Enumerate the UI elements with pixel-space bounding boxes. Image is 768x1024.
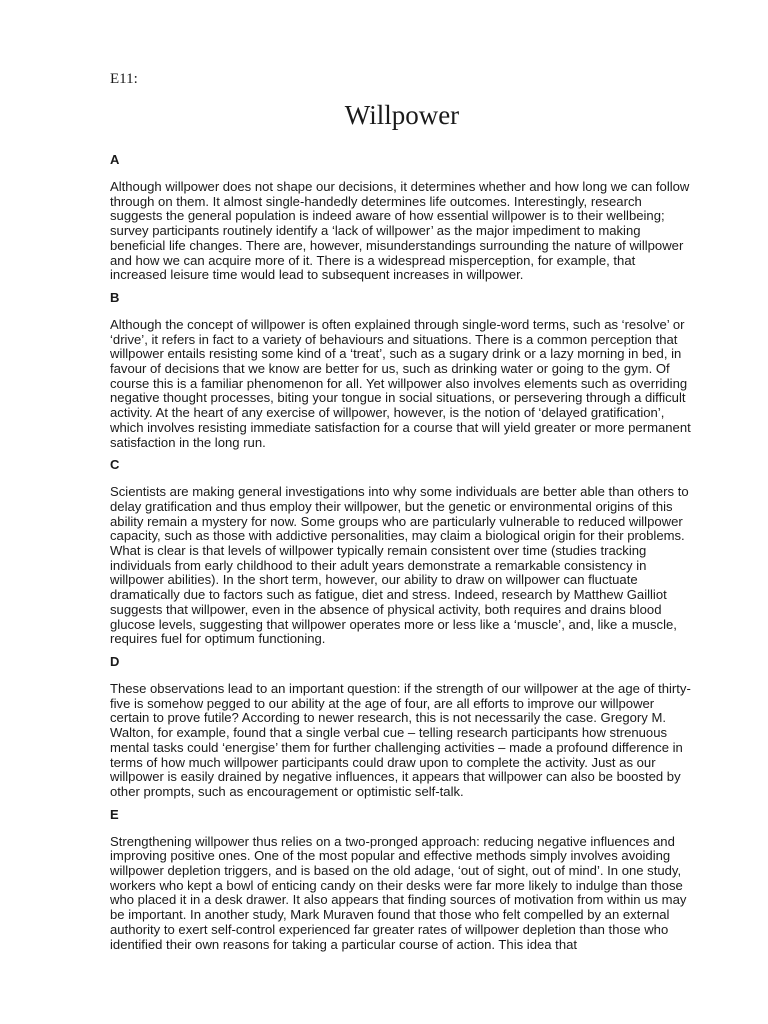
section-paragraph: These observations lead to an important question: if the strength of our willpower at the age of thirty-five is somehow pegged to our ability at the age of four, are all efforts to improve our willpower certain to prove futile? According to newer research, this is not necessarily the case. Gregory M. Walton, for example, found that a single verbal cue – telling research participants how strenuous mental tasks could ‘energise’ them for further challenging activities – made a profound difference in terms of how much willpower participants could draw upon to complete the activity. Just as our willpower is easily drained by negative influences, it appears that willpower can also be boosted by other prompts, such as encouragement or optimistic self-talk. xyxy=(110,680,691,799)
section-paragraph: Strengthening willpower thus relies on a two-pronged approach: reducing negative influences and improving positive ones. One of the most popular and effective methods simply involves avoiding willpower depletion triggers, and is based on the old adage, ‘out of sight, out of mind’. In one study, workers who kept a bowl of enticing candy on their desks were far more likely to indulge than those who placed it in a desk drawer. It also appears that finding sources of motivation from within us may be important. In another study, Mark Muraven found that those who felt compelled by an external authority to exert self-control experienced far greater rates of willpower depletion than those who identified their own reasons for taking a particular course of action. This idea that xyxy=(110,833,687,952)
exercise-code: E11: xyxy=(110,71,138,87)
section-e xyxy=(110,807,695,953)
section-c xyxy=(110,457,695,647)
section-a xyxy=(110,152,695,283)
section-heading: D xyxy=(110,653,120,669)
section-heading: E xyxy=(110,806,119,822)
section-heading: C xyxy=(110,457,120,473)
section-paragraph: Although willpower does not shape our decisions, it determines whether and how long we can follow through on them. It almost single-handedly determines life outcomes. Interestingly, research suggests the general population is indeed aware of how essential willpower is to their wellbeing; survey participants routinely identify a ‘lack of willpower’ as the major impediment to making beneficial life changes. There are, however, misunderstandings surrounding the nature of willpower and how we can acquire more of it. There is a widespread misperception, for example, that increased leisure time would lead to subsequent increases in willpower. xyxy=(110,179,690,283)
section-paragraph: Although the concept of willpower is often explained through single-word terms, such as ‘resolve’ or ‘drive’, it refers in fact to a variety of behaviours and situations. There is a common perception that willpower entails resisting some kind of a ‘treat’, such as a sugary drink or a lazy morning in bed, in favour of decisions that we know are better for us, such as drinking water or going to the gym. Of course this is a familiar phenomenon for all. Yet willpower also involves elements such as overriding negative thought processes, biting your tongue in social situations, or persevering through a difficult activity. At the heart of any exercise of willpower, however, is the notion of ‘delayed gratification’, which involves resisting immediate satisfaction for a course that will yield greater or more permanent satisfaction in the long run. xyxy=(110,316,691,450)
section-heading: B xyxy=(110,289,120,305)
section-d xyxy=(110,654,695,800)
section-b xyxy=(110,290,695,450)
page-title: Willpower xyxy=(344,100,460,130)
section-paragraph: Scientists are making general investigations into why some individuals are better able than others to delay gratification and thus employ their willpower, but the genetic or environmental origins of this ability remain a mystery for now. Some groups who are particularly vulnerable to reduced willpower capacity, such as those with addictive personalities, may claim a biological origin for their problems. What is clear is that levels of willpower typically remain consistent over time (studies tracking individuals from early childhood to their adult years demonstrate a remarkable consistency in willpower abilities). In the short term, however, our ability to draw on willpower can fluctuate dramatically due to factors such as fatigue, diet and stress. Indeed, research by Matthew Gailliot suggests that willpower, even in the absence of physical activity, both requires and drains blood glucose levels, suggesting that willpower operates more or less like a ‘muscle’, and, like a muscle, requires fuel for optimum functioning. xyxy=(110,484,689,647)
section-heading: A xyxy=(110,152,120,167)
document-body xyxy=(110,152,695,959)
